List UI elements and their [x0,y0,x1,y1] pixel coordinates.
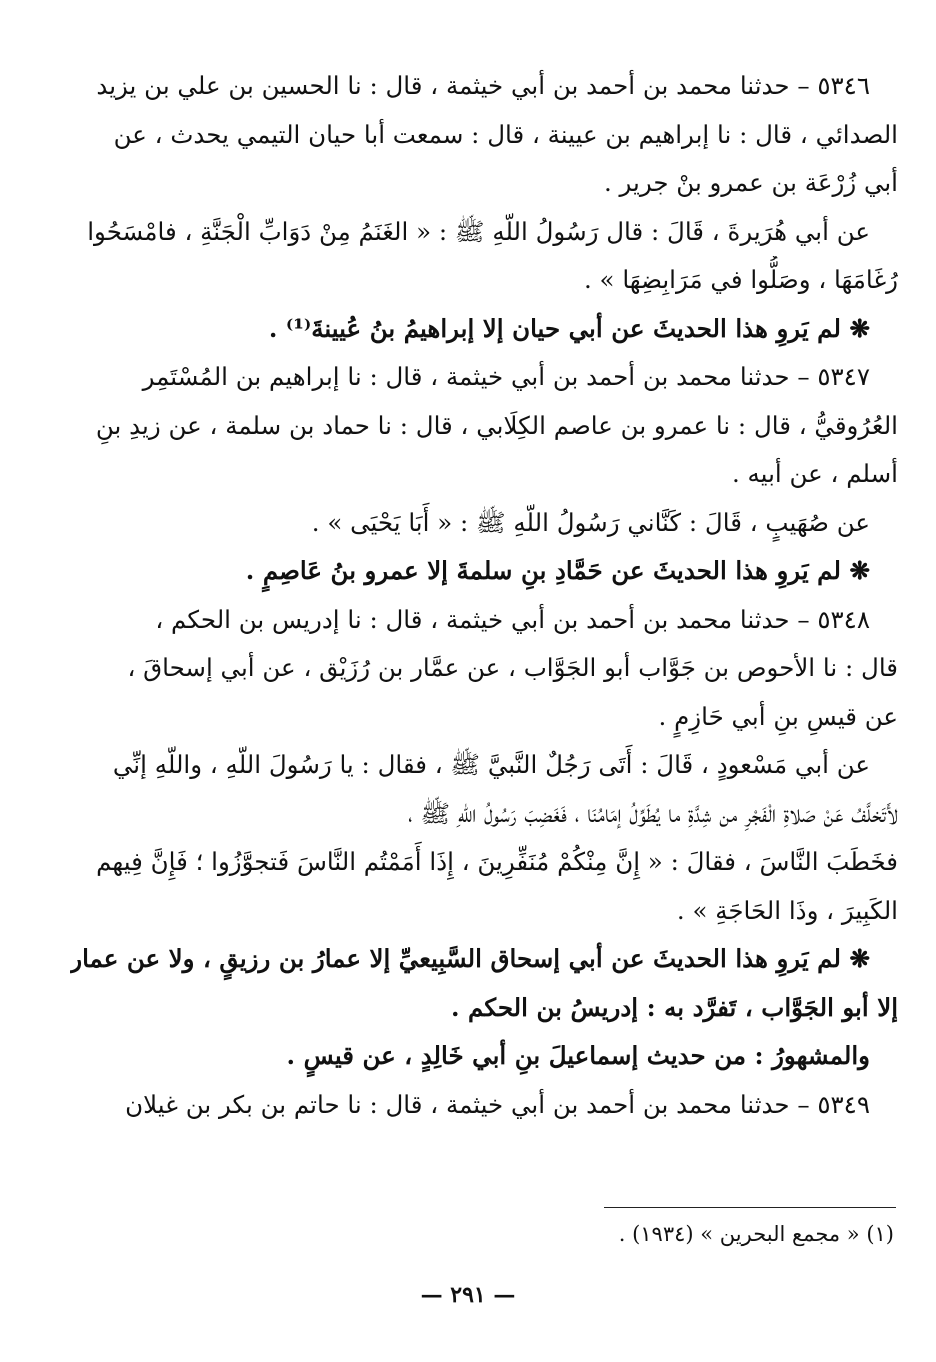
text-line: الكَبِيرَ ، وذَا الحَاجَةِ » . [676,895,898,925]
text-line: الصدائي ، قال : نا إبراهيم بن عيينة ، قال : سمعت أبا حيان التيمي يحدث ، عن [113,119,898,149]
note-line: ❋ لم يَروِ هذا الحديثَ عن أبي حيان إلا إبراهيمُ بنُ عُيينةَ⁽¹⁾ . [268,313,870,343]
text-line: ٥٣٤٦ – حدثنا محمد بن أحمد بن أبي خيثمة ، قال : نا الحسين بن علي بن يزيد [96,71,870,100]
hadith-5349-chain [70,1081,898,1130]
text-line: عن أبي مَسْعودٍ ، قَالَ : أَتَى رَجُلٌ النَّبيَّ ﷺ ، فقال : يا رَسُولَ اللّهِ ، واللّهِ إنِّي [112,750,870,779]
footnote-divider [604,1207,896,1208]
text-line: عن أبي هُرَيرةَ ، قَالَ : قال رَسُولُ اللّهِ ﷺ : « الغَنَمُ مِنْ دَوَابِّ الْجَنَّةِ ، فامْسَحُوا [87,216,870,246]
note-line: إلا أبو الجَوَّاب ، تَفرَّد به : إدريسُ بن الحكم . [450,992,898,1022]
hadith-5348-matn [70,741,898,935]
hadith-5347-matn [70,499,898,548]
text-line: لأَتَخلَّفُ عَنْ صَلاةِ الْفَجْرِ من شِدَّةِ ما يُطَوِّلُ إمَامُنَا ، فَغَضِبَ رَسُولُ اللّهِ ﷺ ، [408,798,898,828]
hadith-5348-note-famous [70,1032,898,1081]
hadith-5347-chain [70,353,898,499]
text-line: ٥٣٤٧ – حدثنا محمد بن أحمد بن أبي خيثمة ، قال : نا إبراهيم بن المُسْتَمِر [142,362,870,391]
note-line: ❋ لم يَروِ هذا الحديثَ عن أبي إسحاق السَّبِيعيِّ إلا عمارُ بن رزيقٍ ، ولا عن عمار [70,944,870,973]
hadith-5348-note [70,935,898,1032]
page-body [70,62,898,1129]
text-line: رُغَامَهَا ، وصَلُّوا في مَرَابِضِهَا » . [583,265,898,294]
text-line: فخَطَبَ النَّاسَ ، فقالَ : « إِنَّ مِنْكُمْ مُنَفِّرِينَ ، إِذَا أَمَمْتُم النَّاسَ فَتجوَّزُوا ؛ فَإِنَّ فِيهم [96,847,898,876]
hadith-5346-chain [70,62,898,208]
text-line: عن قيسِ بنِ أبي حَازِمٍ . [658,701,898,731]
text-line: أبي زُرْعَة بن عمرو بنْ جرير . [603,168,898,197]
text-line: عن صُهَيبٍ ، قَالَ : كَنَّاني رَسُولُ اللّهِ ﷺ : « أَبَا يَحْيَى » . [311,507,870,537]
text-line: العُرُوقيُّ ، قال : نا عمرو بن عاصم الكِلَابي ، قال : نا حماد بن سلمة ، عن زيدِ بنِ [95,410,898,440]
hadith-5346-note [70,305,898,354]
note-line: ❋ لم يَروِ هذا الحديثَ عن حَمَّادِ بنِ سلمةَ إلا عمرو بنُ عَاصِمٍ . [245,556,870,585]
hadith-5348-chain [70,596,898,742]
text-line: أسلم ، عن أبيه . [731,459,898,488]
footnote: (١) « مجمع البحرين » (١٩٣٤) . [618,1222,894,1246]
text-line: ٥٣٤٨ – حدثنا محمد بن أحمد بن أبي خيثمة ، قال : نا إدريس بن الحكم ، [155,604,870,634]
hadith-5346-matn [70,208,898,305]
text-line: قال : نا الأحوص بن جَوَّاب أبو الجَوَّاب ، عن عمَّار بن رُزَيْق ، عن أبي إسحاقَ ، [127,653,898,682]
text-line: ٥٣٤٩ – حدثنا محمد بن أحمد بن أبي خيثمة ، قال : نا حاتم بن بكر بن غيلان [125,1089,870,1119]
page-number: — ٢٩١ — [420,1282,516,1308]
hadith-5347-note [70,547,898,596]
note-line: والمشهورُ : من حديث إسماعيلَ بنِ أبي خَالِدٍ ، عن قيسٍ . [286,1041,870,1070]
